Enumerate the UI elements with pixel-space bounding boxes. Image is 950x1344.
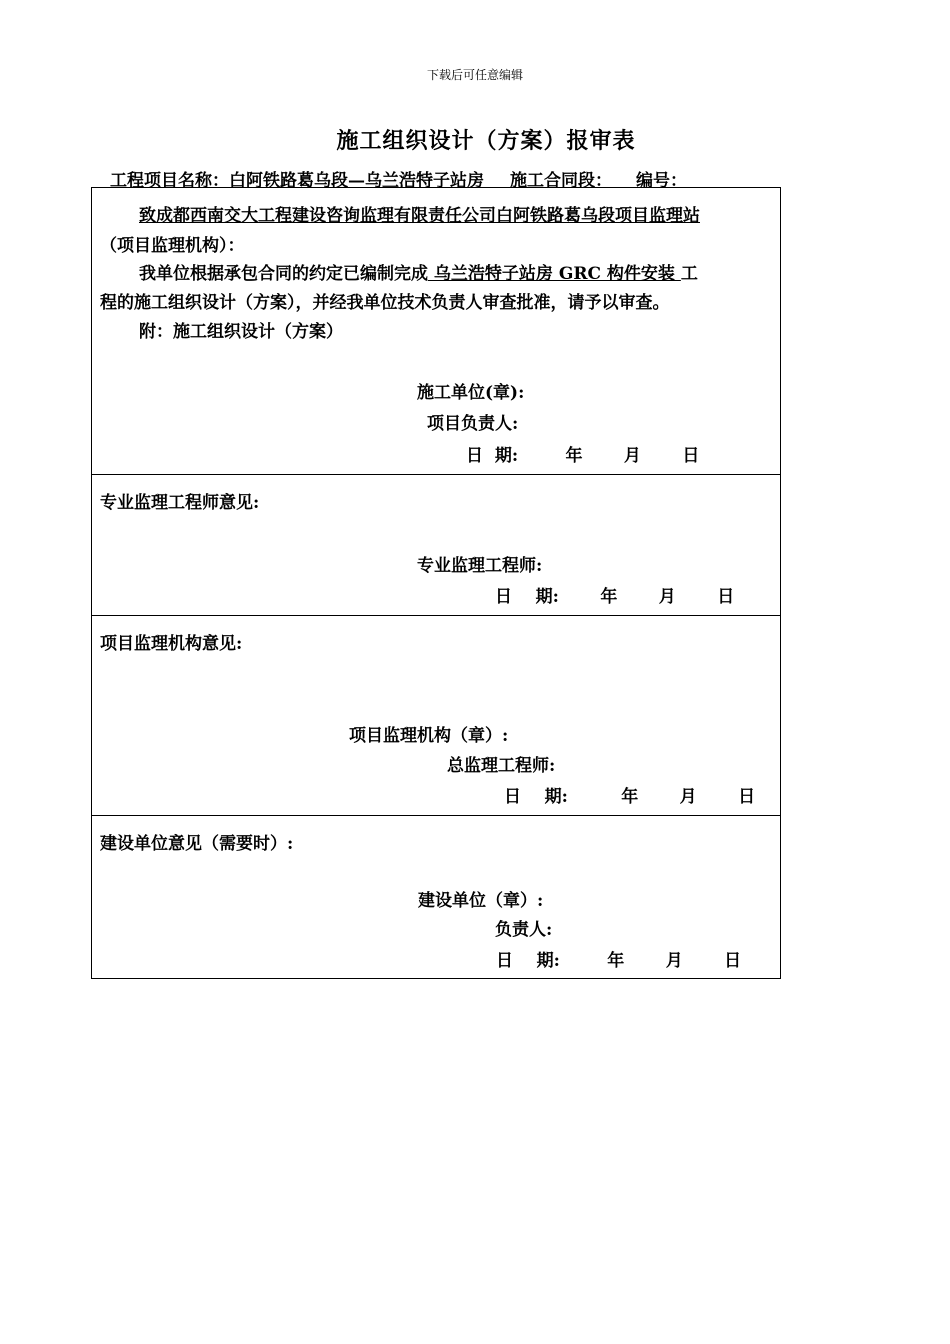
- header-note: 下载后可任意编辑: [426, 68, 523, 82]
- addressee-line: 致成都西南交大工程建设咨询监理有限责任公司白阿铁路葛乌段项目监理站: [139, 206, 700, 226]
- client-opinion-heading: 建设单位意见（需要时）:: [100, 834, 294, 854]
- page-title: 施工组织设计（方案）报审表: [336, 129, 636, 154]
- supervisor-engineer-section: [92, 475, 780, 616]
- supervision-org-opinion-heading: 项目监理机构意见:: [100, 634, 243, 654]
- supervision-org-seal-label: 项目监理机构（章）:: [349, 726, 509, 746]
- project-label: 工程项目名称：: [110, 171, 229, 191]
- project-manager-label: 项目负责人:: [427, 414, 519, 434]
- contractor-submission-section: [92, 188, 780, 475]
- client-seal-label: 建设单位（章）:: [418, 891, 544, 911]
- supervision-org-section: [92, 616, 780, 816]
- submission-body-line1: [139, 259, 698, 284]
- project-name: 白阿铁路葛乌段—乌兰浩特子站房: [229, 171, 484, 191]
- contract-label: 施工合同段：: [510, 171, 612, 191]
- supervisor-date-line: 日 期: 年 月 日: [495, 587, 735, 607]
- supervisor-signer-label: 专业监理工程师:: [417, 556, 543, 576]
- addressee-suffix: （项目监理机构）：: [100, 236, 245, 256]
- body-prefix: 我单位根据承包合同的约定已编制完成: [139, 264, 428, 284]
- supervision-org-date-line: 日 期: 年 月 日: [504, 787, 756, 807]
- body-suffix: 工: [680, 264, 698, 284]
- client-section: [92, 816, 780, 978]
- number-label: 编号：: [636, 171, 687, 191]
- client-person-label: 负责人:: [495, 920, 553, 940]
- contractor-seal-label: 施工单位(章):: [417, 383, 525, 403]
- contractor-date-line: 日 期: 年 月 日: [466, 446, 700, 466]
- body-project-name: 乌兰浩特子站房 GRC 构件安装: [428, 264, 681, 284]
- submission-body-line2: 程的施工组织设计（方案），并经我单位技术负责人审查批准，请予以审查。: [100, 293, 670, 313]
- attachment-line: 附：施工组织设计（方案）: [139, 322, 343, 342]
- chief-engineer-label: 总监理工程师:: [447, 756, 556, 776]
- review-form-table: [91, 187, 781, 979]
- client-date-line: 日 期: 年 月 日: [496, 951, 742, 971]
- supervisor-opinion-heading: 专业监理工程师意见:: [100, 493, 260, 513]
